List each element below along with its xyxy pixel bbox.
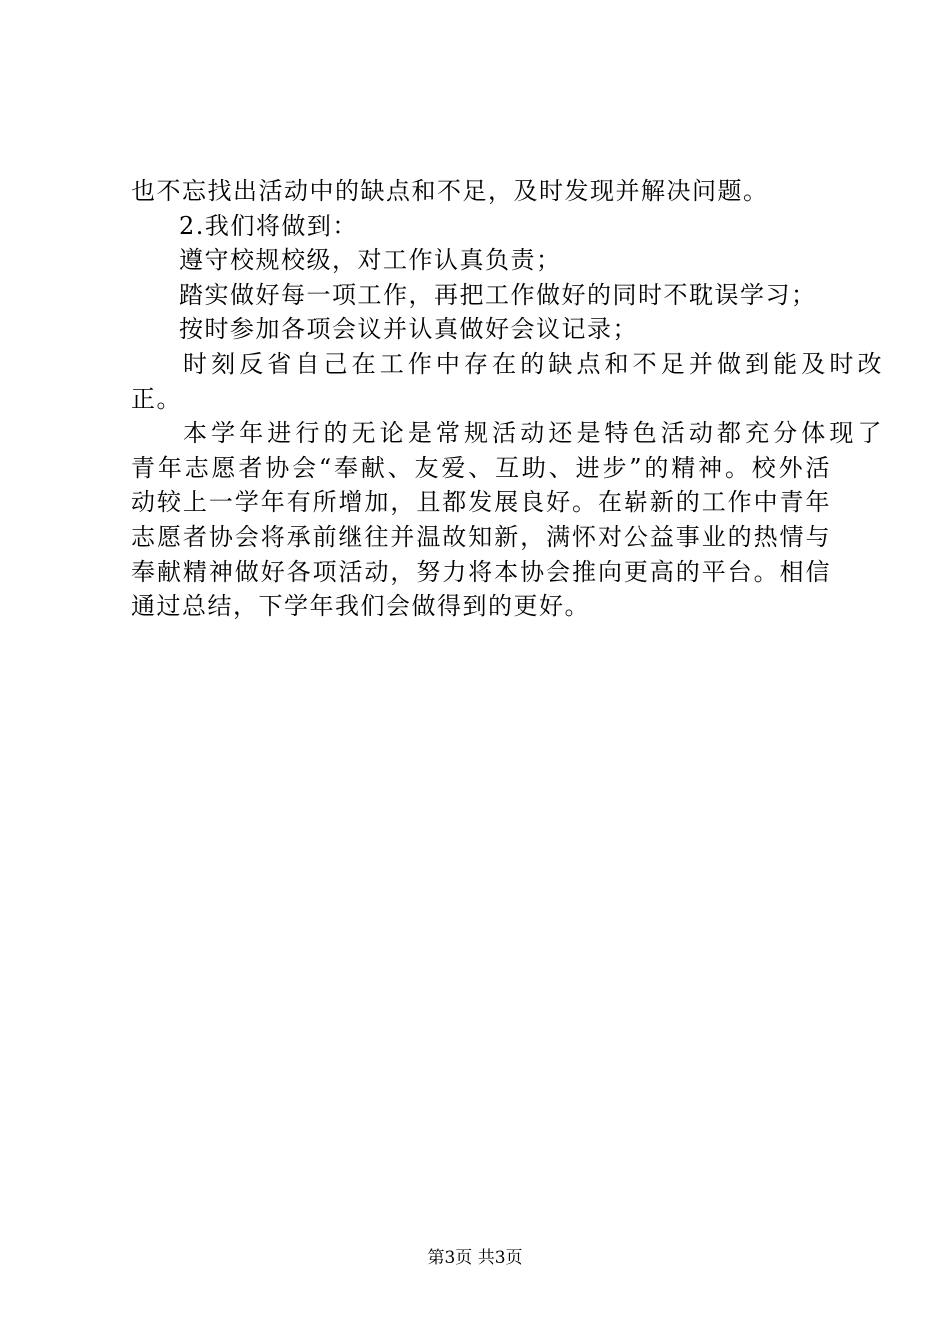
- text-line: 踏实做好每一项工作，再把工作做好的同时不耽误学习；: [179, 280, 817, 309]
- text-line: 2.我们将做到：: [179, 211, 358, 240]
- text-line: 遵守校规校级，对工作认真负责；: [179, 246, 562, 275]
- text-line: 本学年进行的无论是常规活动还是特色活动都充分体现了: [183, 419, 883, 448]
- text-line: 正。: [131, 384, 182, 413]
- text-line: 通过总结，下学年我们会做得到的更好。: [131, 592, 590, 621]
- text-line: 志愿者协会将承前继往并温故知新，满怀对公益事业的热情与: [131, 522, 831, 551]
- document-body: [131, 174, 883, 624]
- text-line: 按时参加各项会议并认真做好会议记录；: [179, 315, 638, 344]
- text-line: 青年志愿者协会“奉献、友爱、互助、进步”的精神。校外活: [131, 453, 831, 482]
- text-line: 也不忘找出活动中的缺点和不足，及时发现并解决问题。: [131, 177, 769, 205]
- text-line: 奉献精神做好各项活动，努力将本协会推向更高的平台。相信: [131, 557, 831, 586]
- page-number-footer: 第3页 共3页: [427, 1248, 523, 1268]
- text-line: 时刻反省自己在工作中存在的缺点和不足并做到能及时改: [183, 349, 883, 378]
- text-line: 动较上一学年有所增加，且都发展良好。在崭新的工作中青年: [131, 488, 831, 517]
